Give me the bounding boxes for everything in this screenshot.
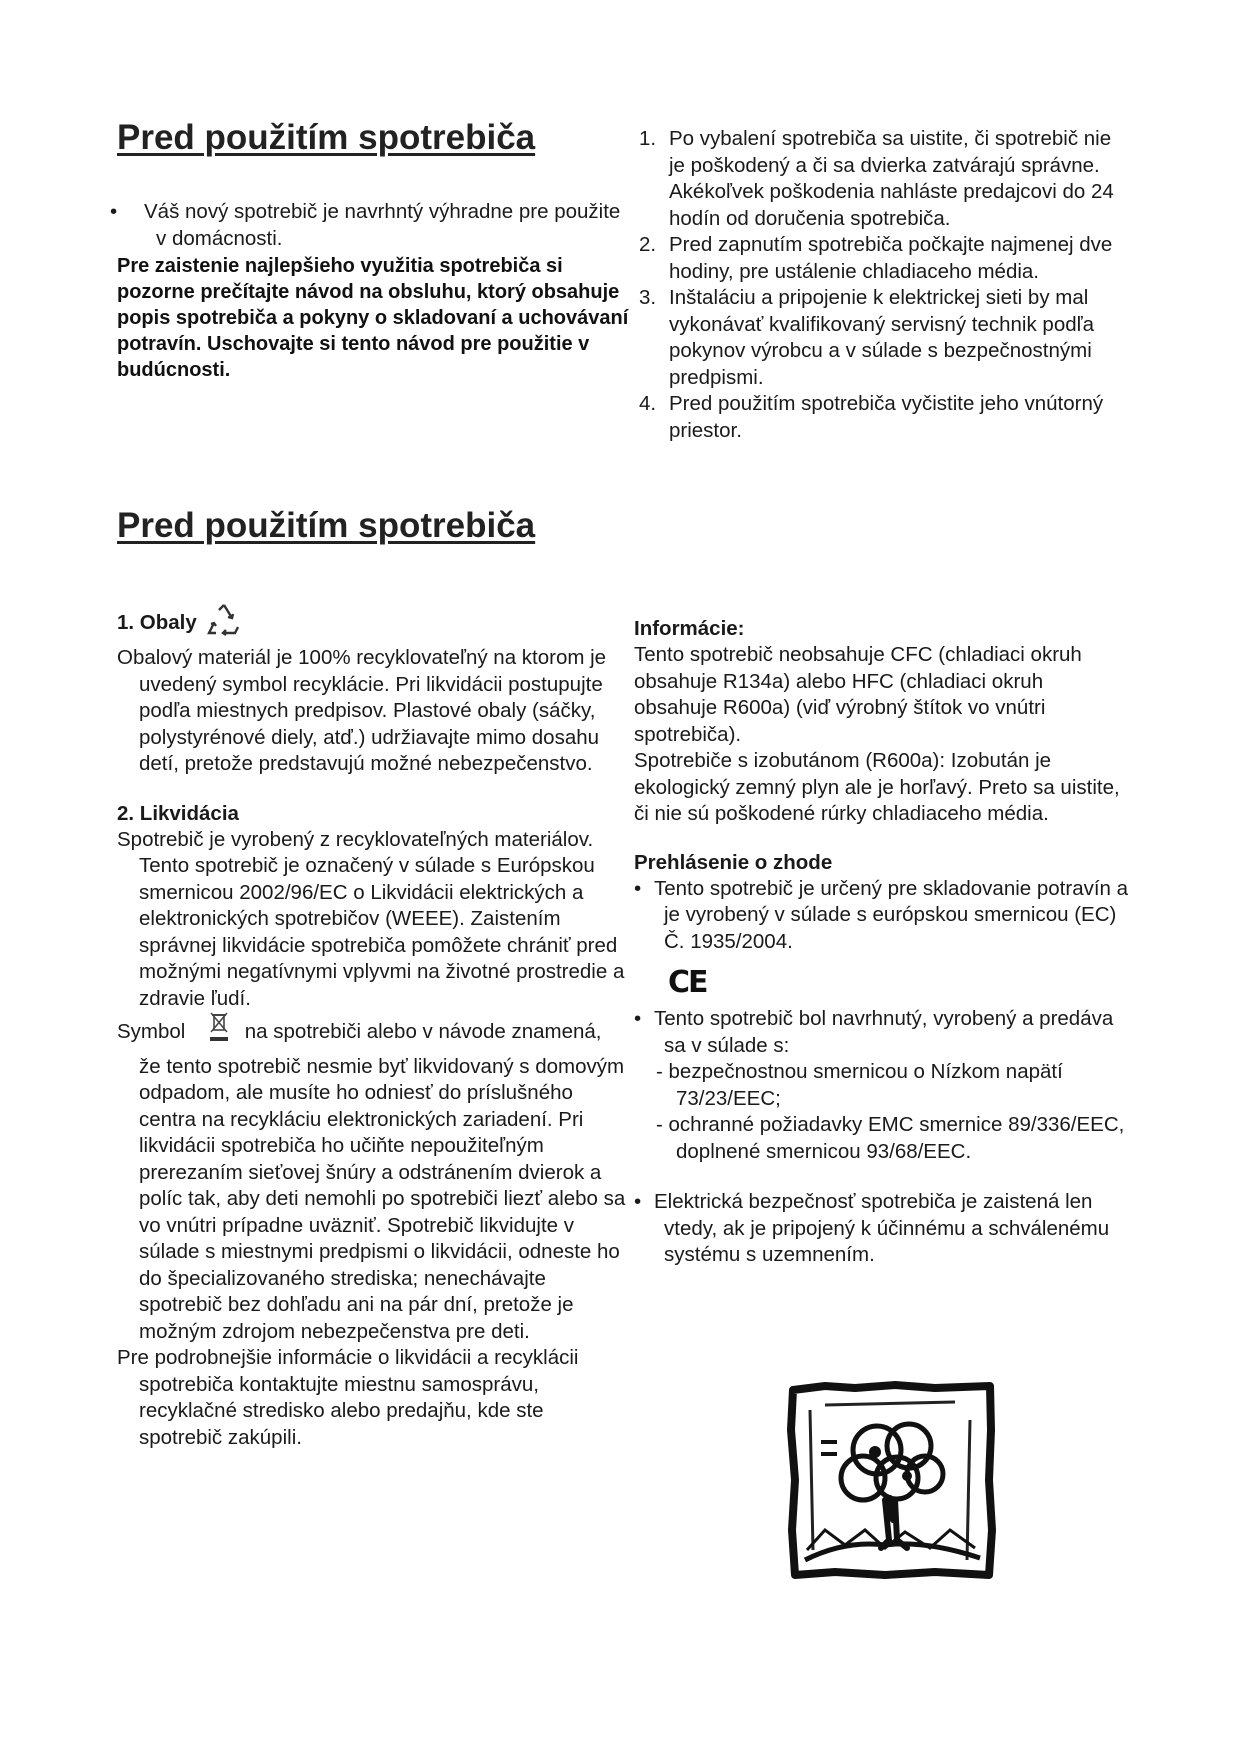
bullet-text: Elektrická bezpečnosť spotrebiča je zaistená len vtedy, ak je pripojený k účinnému a schválenému systému s uzemnením. — [654, 1190, 1110, 1266]
informacie-heading: Informácie: — [634, 617, 745, 640]
obaly-heading-text: 1. Obaly — [117, 610, 197, 634]
prehlasenie-bullet2 — [634, 1006, 1129, 1059]
dash-marker: - — [656, 1060, 669, 1083]
crossed-bin-icon — [205, 1012, 233, 1054]
list-item-text: Pred zapnutím spotrebiča počkajte najmenej dve hodiny, pre ustálenie chladiaceho média. — [669, 233, 1113, 283]
bullet-marker: • — [634, 1190, 642, 1213]
bullet-marker: • — [634, 876, 642, 900]
likvidacia-text3: Pre podrobnejšie informácie o likvidácii a recyklácii spotrebiča kontaktujte miestnu samosprávu, recyklačné stredisko alebo predajňu, kde ste spotrebič zakúpili. — [117, 1346, 579, 1449]
list-item-text: Po vybalení spotrebiča sa uistite, či spotrebič nie je poškodený a či sa dvierka zatvárajú správne. Akékoľvek poškodenia nahláste predajcovi do 24 hodín od doručenia spotrebiča. — [669, 127, 1114, 230]
bullet-text: Tento spotrebič je určený pre skladovanie potravín a je vyrobený v súlade s európskou smernicou (EC) Č. 1935/2004. — [654, 876, 1129, 953]
dash-text: bezpečnostnou smernicou o Nízkom napätí 73/23/EEC; — [668, 1060, 1063, 1110]
list-item — [639, 285, 1119, 391]
section1-bullet — [110, 199, 624, 252]
dash-text: ochranné požiadavky EMC smernice 89/336/EEC, doplnené smernicou 93/68/EEC. — [668, 1113, 1125, 1163]
list-item — [639, 126, 1119, 232]
informacie-text2: Spotrebiče s izobutánom (R600a): Izobután je ekologický zemný plyn ale je horľavý. Preto sa uistite, či nie sú poškodené rúrky chladiaceho média. — [634, 749, 1120, 825]
list-item-text: Inštaláciu a pripojenie k elektrickej sieti by mal vykonávať kvalifikovaný servisný technik podľa pokynov výrobcu a v súlade s bezpečnostnými predpismi. — [669, 286, 1095, 389]
prehlasenie-bullet1 — [634, 876, 1129, 956]
prehlasenie-bullet3 — [634, 1189, 1129, 1269]
list-item-text: Pred použitím spotrebiča vyčistite jeho vnútorný priestor. — [669, 392, 1104, 442]
section1-bold-paragraph: Pre zaistenie najlepšieho využitia spotrebiča si pozorne prečítajte návod na obsluhu, ktorý obsahuje popis spotrebiča a pokyny o skladovaní a uchovávaní potravín. Uschovajte si tento návod pre použitie v budúcnosti. — [117, 255, 629, 381]
likvidacia-heading: 2. Likvidácia — [117, 801, 239, 825]
obaly-heading — [117, 602, 627, 643]
tree-eco-icon — [785, 1380, 1000, 1580]
bullet-text: Tento spotrebič bol navrhnutý, vyrobený a predáva sa v súlade s: — [654, 1007, 1114, 1057]
section2-title: Pred použitím spotrebiča — [117, 506, 536, 545]
recycle-icon — [205, 602, 243, 643]
section1-bullet-text: Váš nový spotrebič je navrhntý výhradne pre použite v domácnosti. — [144, 200, 621, 250]
prehlasenie-heading: Prehlásenie o zhode — [634, 850, 833, 874]
left-column — [117, 602, 627, 1451]
ce-mark-icon: CE — [668, 965, 707, 1000]
bullet-marker: • — [634, 1007, 642, 1030]
list-item — [639, 232, 1119, 285]
likvidacia-text2-block — [117, 1012, 627, 1345]
dash-marker: - — [656, 1113, 669, 1136]
prehlasenie-dash1 — [646, 1059, 1129, 1112]
list-number: 3. — [639, 286, 657, 309]
list-item — [639, 391, 1119, 444]
likvidacia-text2: na spotrebiči alebo v návode znamená, že tento spotrebič nesmie byť likvidovaný s domovým odpadom, ale musíte ho odniesť do príslušného centra na recykláciu elektronických zariadení. Pri likvidácii spotrebiča ho učiňte nepoužiteľným prerezaním sieťovej šnúry a odstránením dvierok a políc tak, aby deti nemohli po spotrebiči liezť alebo sa vo vnútri prípadne uväzniť. Spotrebič likvidujte v súlade s miestnymi predpismi o likvidácii, odneste ho do špecializovaného strediska; nenechávajte spotrebič bez dohľadu ani na pár dní, pretože je možným zdrojom nebezpečenstva pre deti. — [139, 1020, 626, 1343]
list-number: 1. — [639, 127, 657, 150]
likvidacia-text1: Spotrebič je vyrobený z recyklovateľných materiálov. Tento spotrebič je označený v súlade s Európskou smernicou 2002/96/EC o Likvidácii elektrických a elektronických spotrebičov (WEEE). Zaistením správnej likvidácie spotrebiča pomôžete chrániť pred možnými negatívnymi vplyvmi na životné prostredie a zdravie ľudí. — [117, 827, 625, 1010]
informacie-text1: Tento spotrebič neobsahuje CFC (chladiaci okruh obsahuje R134a) alebo HFC (chladiaci okruh obsahuje R600a) (viď výrobný štítok vo vnútri spotrebiča). — [634, 643, 1082, 746]
right-column — [634, 616, 1129, 1269]
section1-numbered-list — [639, 126, 1119, 444]
list-number: 2. — [639, 233, 657, 256]
obaly-text: Obalový materiál je 100% recyklovateľný na ktorom je uvedený symbol recyklácie. Pri likvidácii postupujte podľa miestnych predpisov. Plastové obaly (sáčky, polystyrénové diely, atď.) udržiavajte mimo dosahu detí, pretože predstavujú možné nebezpečenstvo. — [117, 646, 607, 775]
bullet-marker: • — [110, 200, 118, 223]
list-number: 4. — [639, 392, 657, 415]
section1-title: Pred použitím spotrebiča — [117, 118, 536, 157]
prehlasenie-dash2 — [646, 1112, 1129, 1165]
symbol-word: Symbol — [117, 1020, 186, 1044]
